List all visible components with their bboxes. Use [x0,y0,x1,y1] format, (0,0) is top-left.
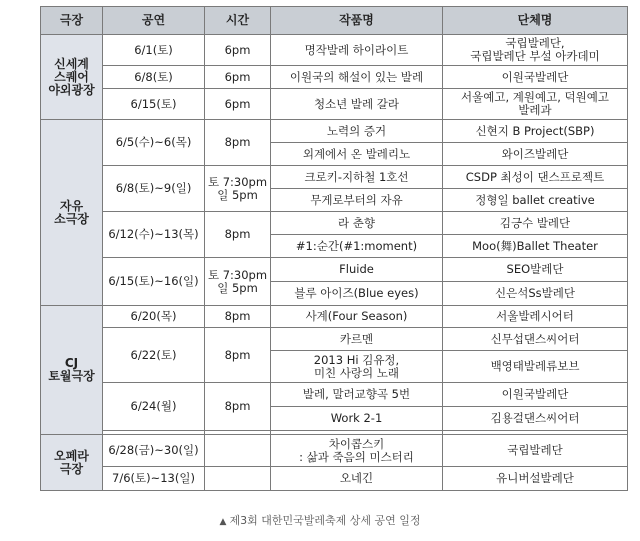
date-cell: 6/24(월) [103,383,205,431]
table-row [41,383,628,407]
date-cell: 6/5(수)~6(목) [103,120,205,166]
header-venue: 극장 [41,7,103,35]
time-cell: 6pm [205,89,271,120]
time-cell: 토 7:30pm 일 5pm [205,258,271,306]
date-cell: 6/22(토) [103,328,205,383]
table-row [41,120,628,143]
company-cell: CSDP 최성이 댄스프로젝트 [443,166,628,189]
company-cell: 이원국발레단 [443,66,628,89]
table-row [41,435,628,467]
work-cell: 카르멘 [271,328,443,351]
time-cell: 8pm [205,328,271,383]
company-cell: 김긍수 발레단 [443,212,628,235]
work-cell: 블루 아이즈(Blue eyes) [271,282,443,306]
work-cell: 사계(Four Season) [271,306,443,328]
work-cell: 2013 Hi 김유정, 미친 사랑의 노래 [271,351,443,383]
company-cell: 국립발레단, 국립발레단 부설 아카데미 [443,35,628,66]
time-cell [205,435,271,467]
date-cell: 6/1(토) [103,35,205,66]
time-cell: 토 7:30pm 일 5pm [205,166,271,212]
table-row [41,35,628,66]
table-row [41,166,628,189]
header-time: 시간 [205,7,271,35]
table-row [41,258,628,282]
company-cell: 김용걸댄스씨어터 [443,407,628,431]
time-cell: 8pm [205,120,271,166]
time-cell: 8pm [205,383,271,431]
company-cell: 이원국발레단 [443,383,628,407]
work-cell: 이원국의 해설이 있는 발레 [271,66,443,89]
work-cell: 크로키-지하철 1호선 [271,166,443,189]
company-cell: SEO발레단 [443,258,628,282]
work-cell: 라 춘향 [271,212,443,235]
work-cell: 발레, 말러교향곡 5번 [271,383,443,407]
work-cell: 명작발레 하이라이트 [271,35,443,66]
date-cell: 6/12(수)~13(목) [103,212,205,258]
date-cell: 7/6(토)~13(일) [103,467,205,491]
header-work-title: 작품명 [271,7,443,35]
company-cell: 신은석Ss발레단 [443,282,628,306]
table-row [41,89,628,120]
table-header-row [41,7,628,35]
time-cell: 8pm [205,306,271,328]
schedule-table [40,6,628,491]
company-cell: Moo(舞)Ballet Theater [443,235,628,258]
table-caption [0,512,640,528]
work-cell: Fluide [271,258,443,282]
work-cell: 차이콥스키 : 삶과 죽음의 미스터리 [271,435,443,467]
caption-text: 제3회 대한민국발레축제 상세 공연 일정 [229,514,421,527]
company-cell: 백영태발레류보브 [443,351,628,383]
table-row [41,467,628,491]
triangle-up-icon: ▲ [219,517,227,527]
date-cell: 6/15(토) [103,89,205,120]
work-cell: 청소년 발레 갈라 [271,89,443,120]
table-row [41,66,628,89]
time-cell: 6pm [205,66,271,89]
company-cell: 신무섭댄스씨어터 [443,328,628,351]
venue-shinsegae: 신세계 스퀘어 야외광장 [41,35,103,120]
work-cell: 오네긴 [271,467,443,491]
venue-jayu: 자유 소극장 [41,120,103,306]
work-cell: 노력의 증거 [271,120,443,143]
company-cell: 국립발레단 [443,435,628,467]
company-cell: 서울발레시어터 [443,306,628,328]
work-cell: 무게로부터의 자유 [271,189,443,212]
company-cell: 서울예고, 계원예고, 덕원예고 발레과 [443,89,628,120]
table-row [41,328,628,351]
header-performance: 공연 [103,7,205,35]
header-company: 단체명 [443,7,628,35]
company-cell: 신현지 B Project(SBP) [443,120,628,143]
venue-opera: 오페라 극장 [41,435,103,491]
work-cell: #1:순간(#1:moment) [271,235,443,258]
date-cell: 6/28(금)~30(일) [103,435,205,467]
time-cell: 8pm [205,212,271,258]
work-cell: 외계에서 온 발레리노 [271,143,443,166]
table-row [41,212,628,235]
venue-cj-towol: CJ 토월극장 [41,306,103,435]
date-cell: 6/20(목) [103,306,205,328]
company-cell: 와이즈발레단 [443,143,628,166]
table-row [41,306,628,328]
work-cell: Work 2-1 [271,407,443,431]
date-cell: 6/15(토)~16(일) [103,258,205,306]
time-cell [205,467,271,491]
company-cell: 유니버설발레단 [443,467,628,491]
date-cell: 6/8(토) [103,66,205,89]
time-cell: 6pm [205,35,271,66]
company-cell: 정형일 ballet creative [443,189,628,212]
date-cell: 6/8(토)~9(일) [103,166,205,212]
